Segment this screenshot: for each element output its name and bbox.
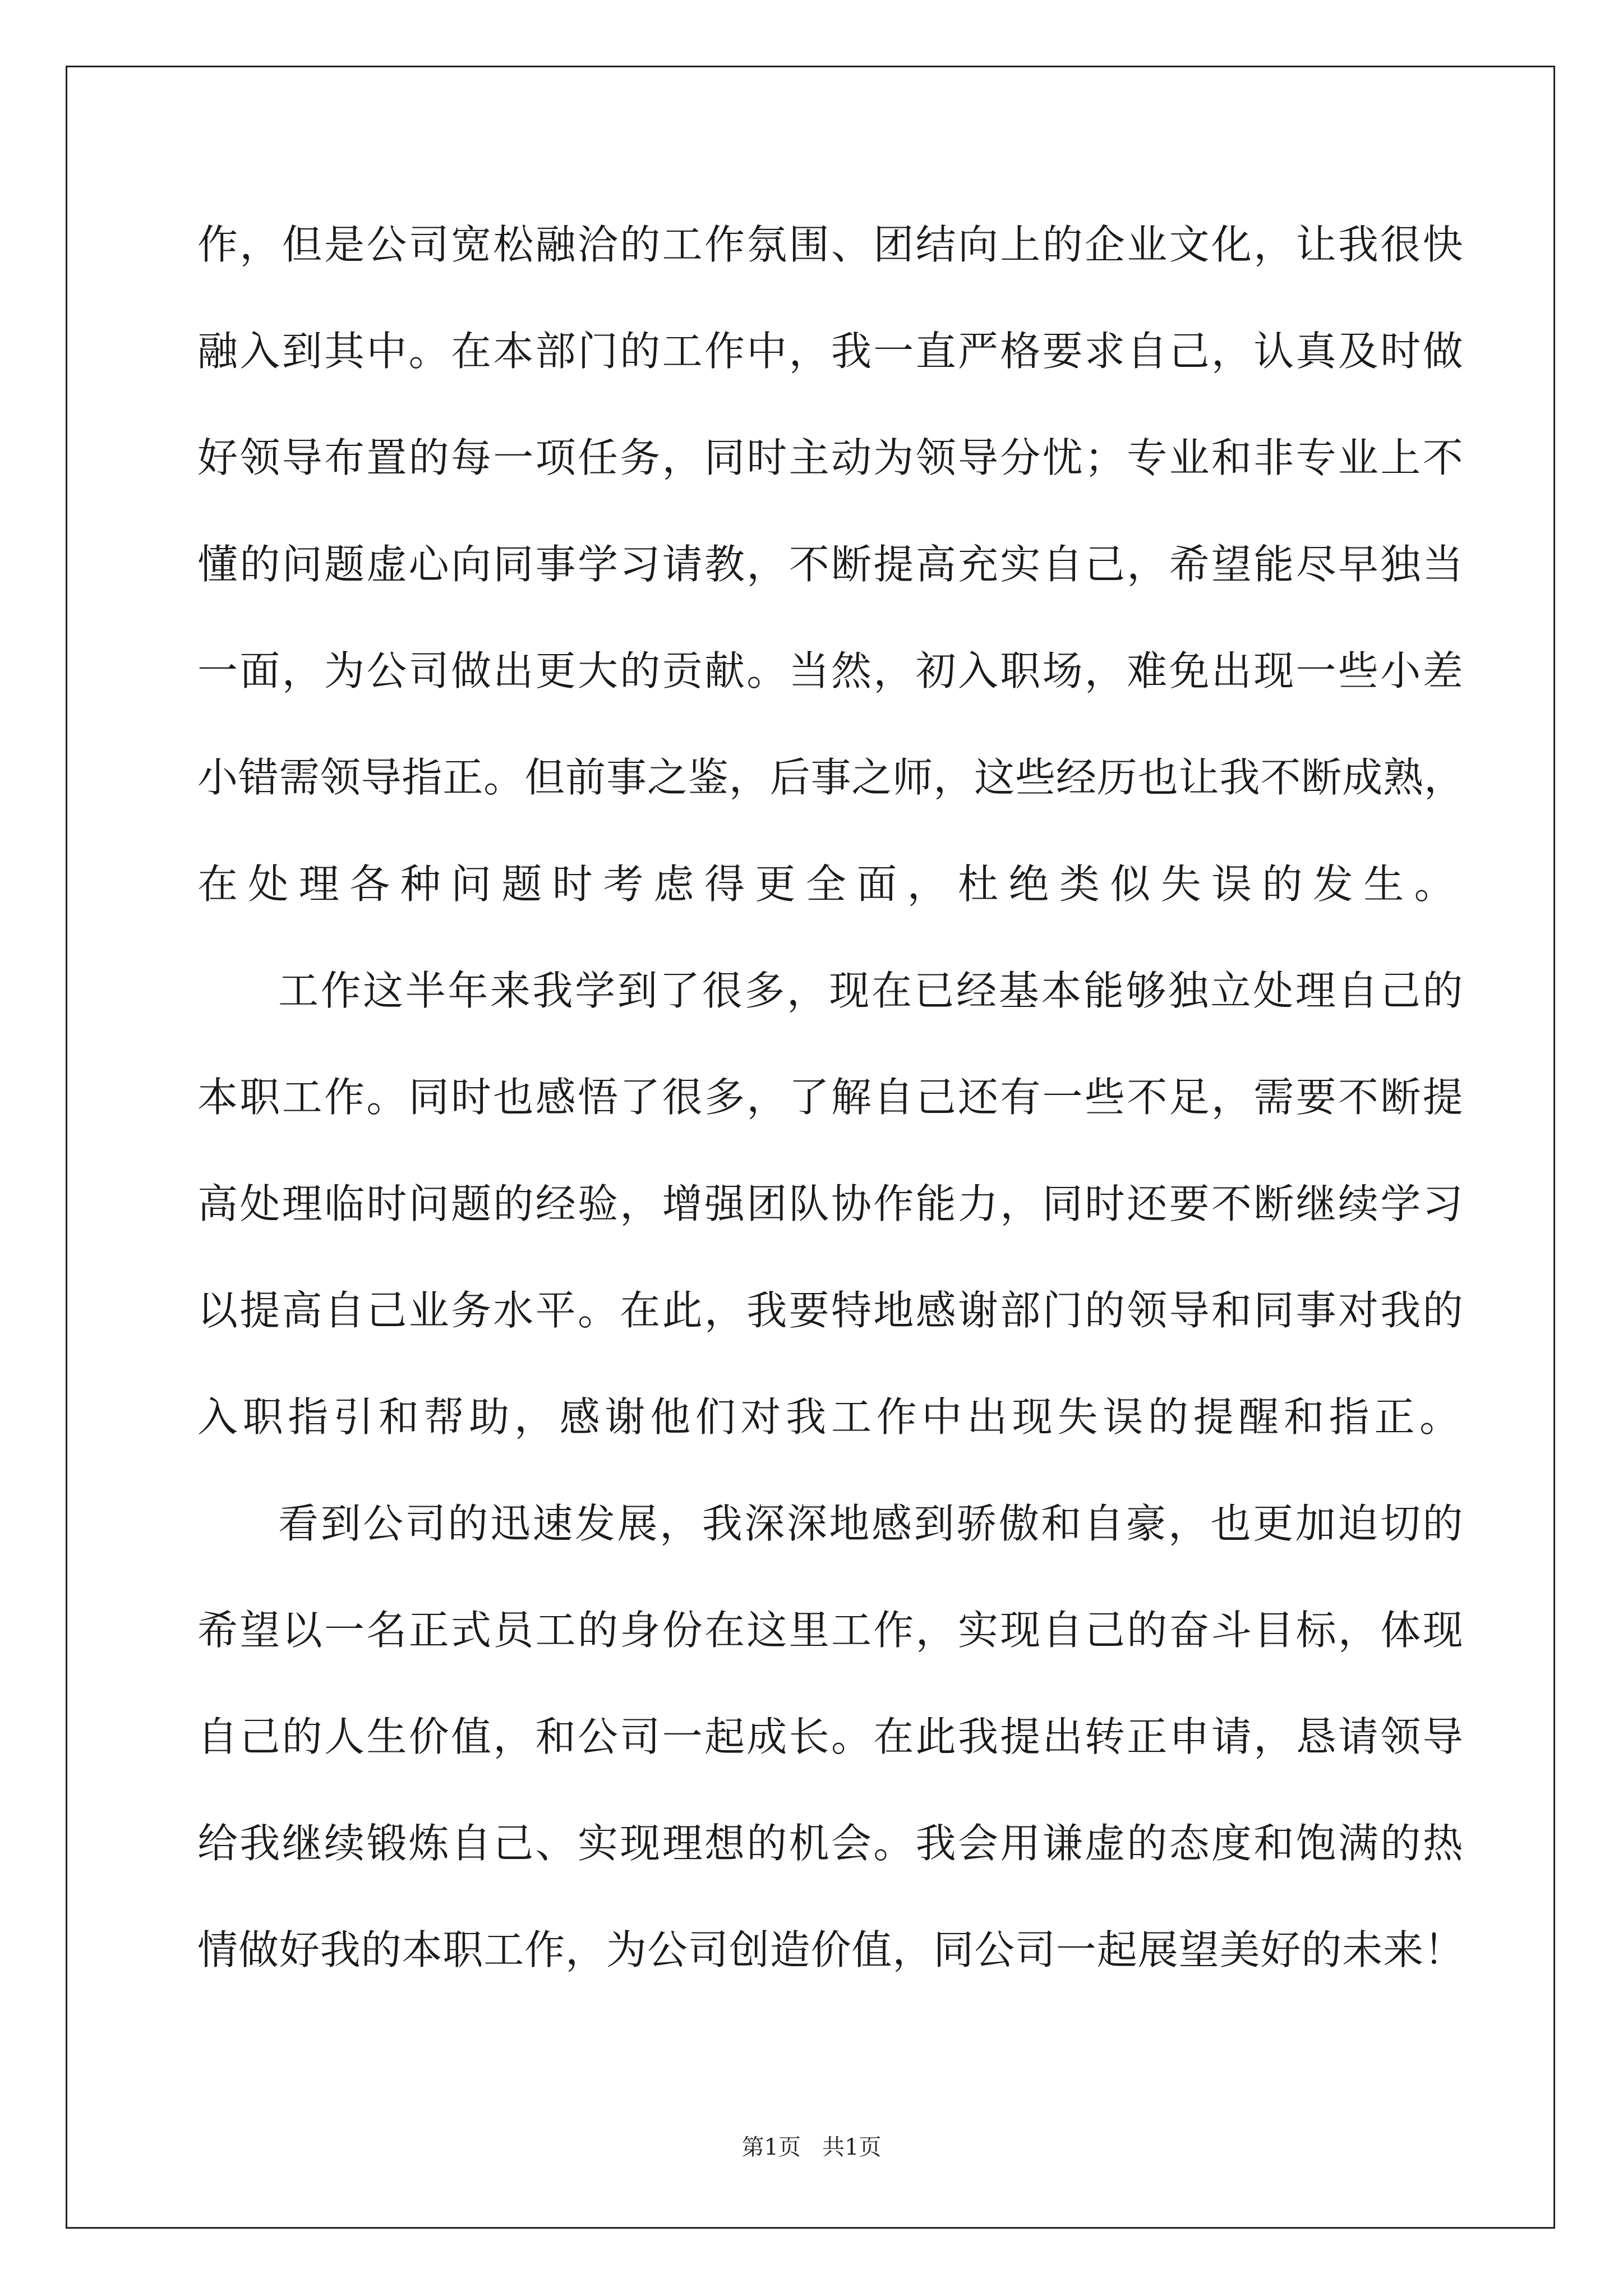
text-line: 自己的人生价值，和公司一起成长。在此我提出转正申请，恳请领导: [197, 1713, 1465, 1760]
text-line: 好领导布置的每一项任务，同时主动为领导分忧；专业和非专业上不: [197, 434, 1465, 481]
text-line: 懂的问题虚心向同事学习请教，不断提高充实自己，希望能尽早独当: [197, 541, 1465, 588]
text-line: 一面，为公司做出更大的贡献。当然，初入职场，难免出现一些小差: [197, 647, 1465, 694]
page-number-footer: 第1页 共1页: [741, 2134, 882, 2160]
text-line: 希望以一名正式员工的身份在这里工作，实现自己的奋斗目标，体现: [197, 1607, 1465, 1654]
text-line: 情做好我的本职工作，为公司创造价值，同公司一起展望美好的未来！: [197, 1926, 1465, 1973]
text-line: 给我继续锻炼自己、实现理想的机会。我会用谦虚的态度和饱满的热: [197, 1820, 1465, 1867]
text-line: 高处理临时问题的经验，增强团队协作能力，同时还要不断继续学习: [197, 1180, 1465, 1227]
text-line: 以提高自己业务水平。在此，我要特地感谢部门的领导和同事对我的: [197, 1287, 1465, 1334]
document-body: [197, 215, 1465, 2027]
text-line: 融入到其中。在本部门的工作中，我一直严格要求自己，认真及时做: [197, 328, 1465, 375]
text-line: 看到公司的迅速发展，我深深地感到骄傲和自豪，也更加迫切的: [278, 1500, 1465, 1547]
text-line: 小错需领导指正。但前事之鉴，后事之师，这些经历也让我不断成熟，: [197, 754, 1465, 801]
text-line: 工作这半年来我学到了很多，现在已经基本能够独立处理自己的: [278, 967, 1465, 1014]
text-line: 入职指引和帮助，感谢他们对我工作中出现失误的提醒和指正。: [197, 1393, 1465, 1441]
text-line: 作，但是公司宽松融洽的工作氛围、团结向上的企业文化，让我很快: [197, 221, 1465, 268]
text-line: 本职工作。同时也感悟了很多，了解自己还有一些不足，需要不断提: [197, 1074, 1465, 1121]
text-line: 在处理各种问题时考虑得更全面，杜绝类似失误的发生。: [197, 861, 1465, 908]
